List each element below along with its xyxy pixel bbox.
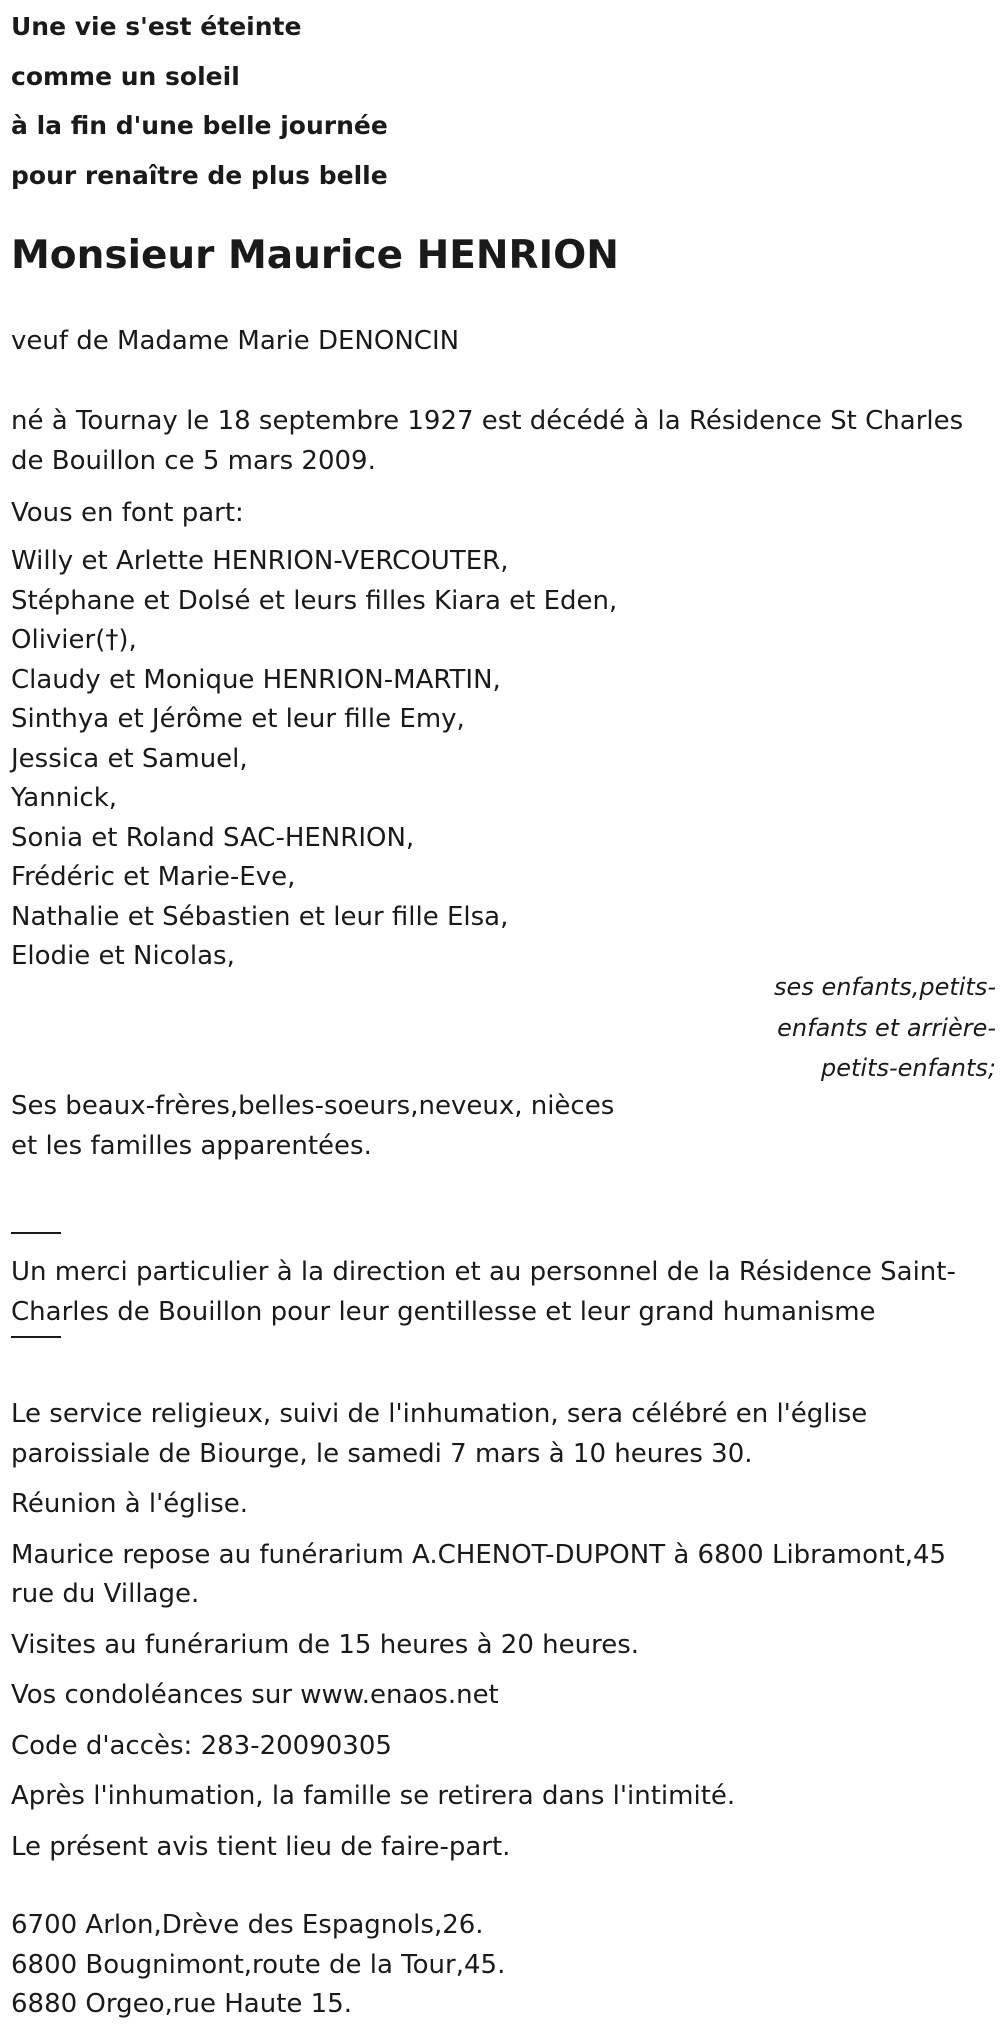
- family-list: [11, 542, 1000, 977]
- note-line: enfants et arrière-: [777, 1013, 996, 1042]
- separator-dash: [11, 1232, 61, 1234]
- addresses: [11, 1906, 1000, 2025]
- notice-line: Le présent avis tient lieu de faire-part.: [11, 1831, 511, 1862]
- poem-line: comme un soleil: [11, 61, 240, 91]
- birth-death-paragraph: [11, 402, 1000, 481]
- text-line: Charles de Bouillon pour leur gentillesse et leur grand humanisme: [11, 1296, 876, 1327]
- text-line: et les familles apparentées.: [11, 1130, 372, 1161]
- text-line: rue du Village.: [11, 1579, 200, 1609]
- family-relation-note: [736, 967, 996, 1089]
- widower-line: veuf de Madame Marie DENONCIN: [11, 326, 460, 356]
- meeting-line: Réunion à l'église.: [11, 1489, 249, 1519]
- family-member: Elodie et Nicolas,: [11, 941, 235, 971]
- text-line: Le service religieux, suivi de l'inhumation, sera célébré en l'église: [11, 1399, 868, 1429]
- relatives-paragraph: [11, 1087, 1000, 1166]
- deceased-name: Monsieur Maurice HENRION: [11, 233, 619, 278]
- separator-dash: [11, 1336, 61, 1338]
- access-code-line: Code d'accès: 283-20090305: [11, 1730, 392, 1761]
- poem-line: à la fin d'une belle journée: [11, 111, 388, 140]
- note-line: petits-enfants;: [821, 1054, 996, 1082]
- family-member: Yannick,: [11, 783, 118, 813]
- family-member: Sonia et Roland SAC-HENRION,: [11, 822, 415, 853]
- family-member: Claudy et Monique HENRION-MARTIN,: [11, 664, 501, 695]
- text-line: de Bouillon ce 5 mars 2009.: [11, 445, 376, 476]
- text-line: paroissiale de Biourge, le samedi 7 mars à 10 heures 30.: [11, 1438, 753, 1469]
- separator: [11, 1213, 1000, 1253]
- family-member: Jessica et Samuel,: [11, 743, 248, 774]
- family-member: Stéphane et Dolsé et leurs filles Kiara et Eden,: [11, 585, 618, 616]
- text-line: Un merci particulier à la direction et au personnel de la Résidence Saint-: [11, 1257, 956, 1287]
- announce-line: Vous en font part:: [11, 498, 244, 528]
- text-line: Ses beaux-frères,belles-soeurs,neveux, nièces: [11, 1091, 615, 1121]
- poem-line: pour renaître de plus belle: [11, 160, 388, 190]
- family-member: Nathalie et Sébastien et leur fille Elsa,: [11, 901, 509, 932]
- text-line: né à Tournay le 18 septembre 1927 est décédé à la Résidence St Charles: [11, 406, 964, 436]
- visits-line: Visites au funérarium de 15 heures à 20 heures.: [11, 1629, 640, 1660]
- address-line: 6800 Bougnimont,route de la Tour,45.: [11, 1949, 506, 1980]
- family-member: Sinthya et Jérôme et leur fille Emy,: [11, 704, 465, 734]
- after-line: Après l'inhumation, la famille se retirera dans l'intimité.: [11, 1781, 736, 1811]
- ceremony-details: [11, 1395, 1000, 1867]
- poem-line: Une vie s'est éteinte: [11, 12, 302, 41]
- family-member: Olivier(†),: [11, 625, 137, 655]
- poem: [11, 2, 1000, 200]
- text-line: Maurice repose au funérarium A.CHENOT-DUPONT à 6800 Libramont,45: [11, 1539, 947, 1570]
- note-line: ses enfants,petits-: [774, 973, 996, 1001]
- family-member: Frédéric et Marie-Eve,: [11, 862, 296, 892]
- address-line: 6700 Arlon,Drève des Espagnols,26.: [11, 1910, 484, 1940]
- family-member: Willy et Arlette HENRION-VERCOUTER,: [11, 546, 509, 576]
- condolences-line: Vos condoléances sur www.enaos.net: [11, 1680, 499, 1710]
- address-line: 6880 Orgeo,rue Haute 15.: [11, 1989, 352, 2019]
- separator: [11, 1317, 1000, 1357]
